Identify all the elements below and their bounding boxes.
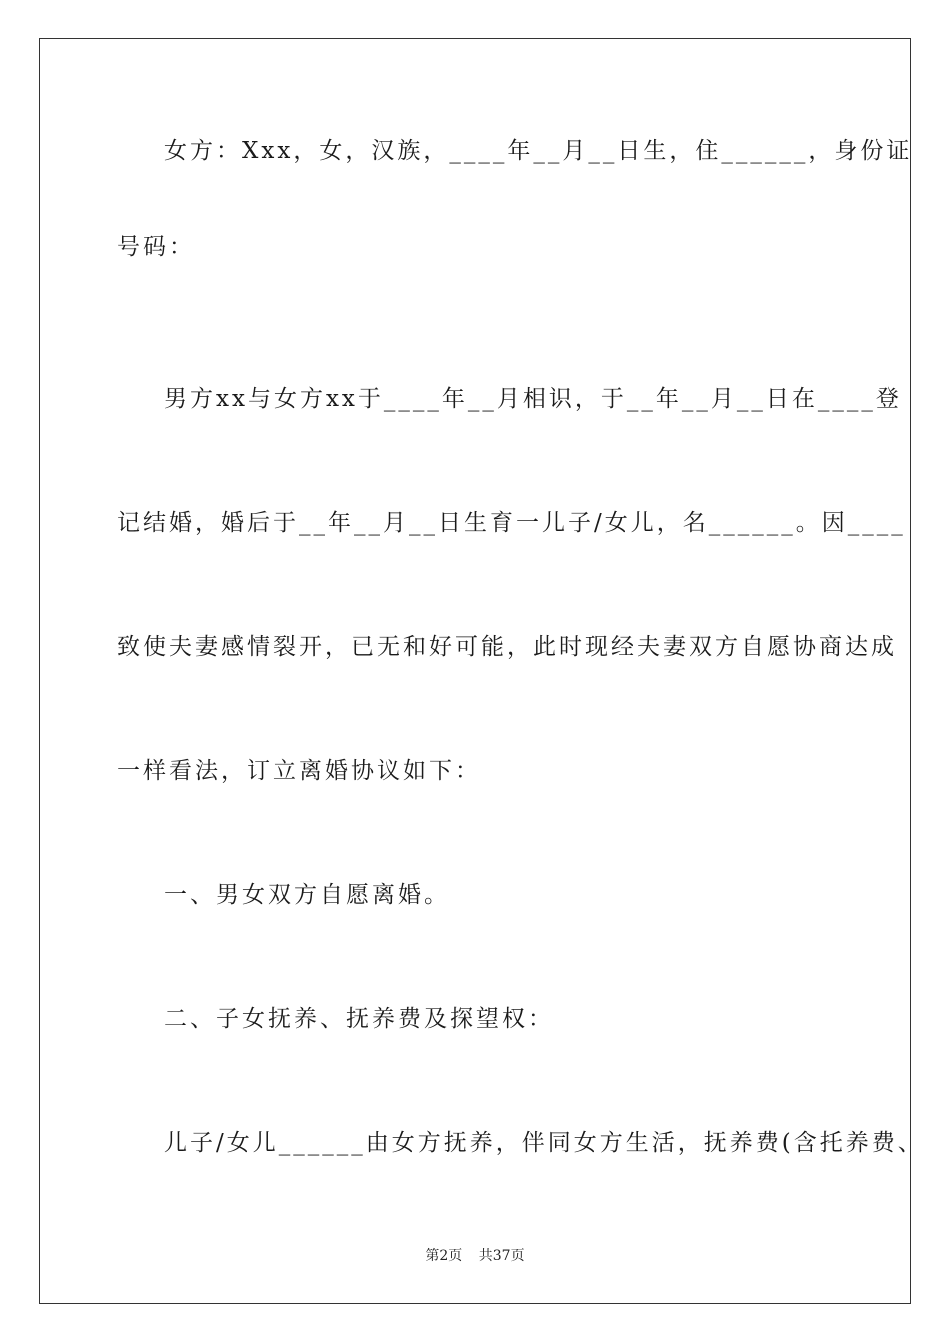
paragraph-line: 二、子女抚养、抚养费及探望权： [164,1006,554,1032]
paragraph-line: 男方xx与女方xx于____年__月相识，于__年__月__日在____登 [164,386,902,412]
total-page-count: 共37页 [478,1248,525,1264]
paragraph-line: 致使夫妻感情裂开，已无和好可能，此时现经夫妻双方自愿协商达成 [117,634,897,660]
current-page-number: 第2页 [425,1248,463,1264]
paragraph-line: 女方：Xxx，女，汉族，____年__月__日生，住______，身份证 [164,138,913,164]
page-border [39,38,924,1304]
paragraph-line: 儿子/女儿______由女方抚养，伴同女方生活，抚养费(含托养费、 [164,1130,924,1156]
page-footer [0,1246,950,1266]
paragraph-line: 一样看法，订立离婚协议如下： [117,758,481,784]
paragraph-line: 记结婚，婚后于__年__月__日生育一儿子/女儿，名______。因____ [117,510,906,536]
paragraph-line: 一、男女双方自愿离婚。 [164,882,450,908]
paragraph-line: 号码： [117,234,195,260]
